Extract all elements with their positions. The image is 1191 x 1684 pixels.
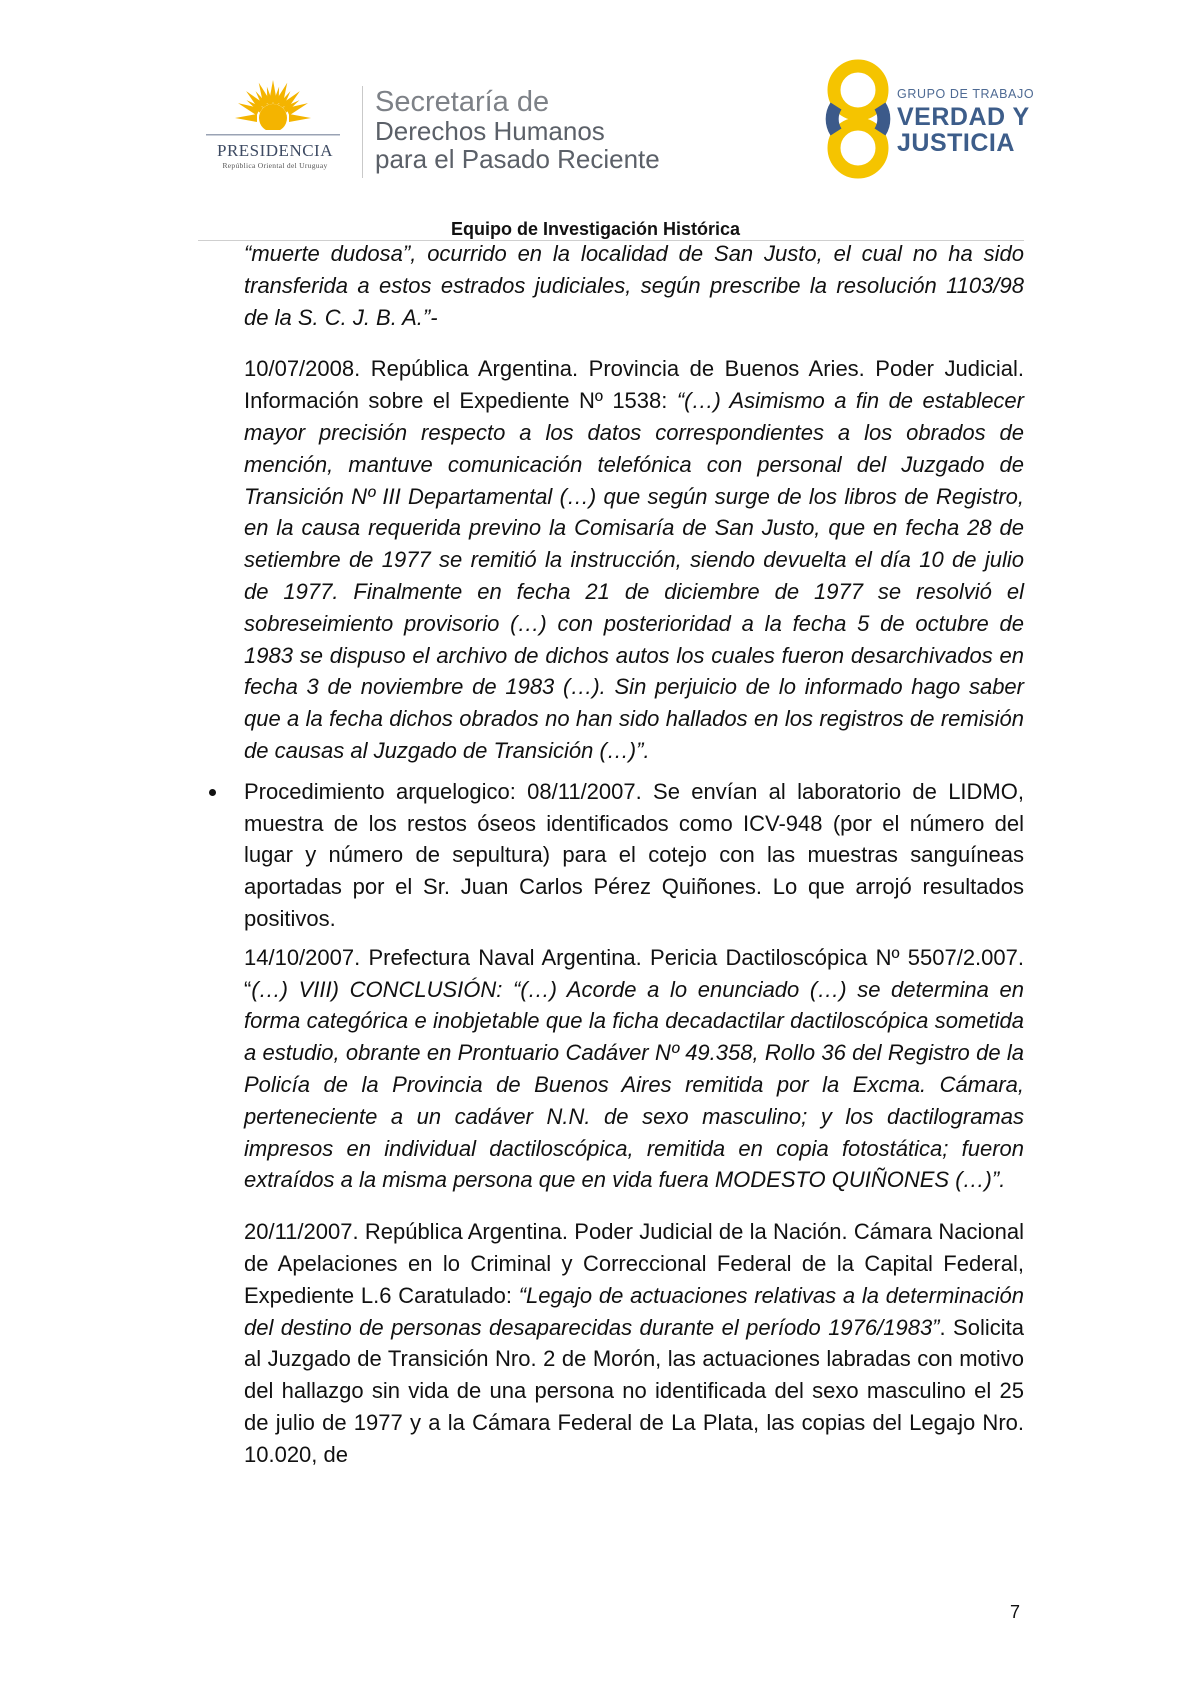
- page-number: 7: [1010, 1602, 1021, 1622]
- secretaria-line3: para el Pasado Reciente: [375, 144, 660, 174]
- page-header: [0, 0, 1191, 240]
- gtvj-line3: JUSTICIA: [897, 129, 1015, 157]
- team-name: Equipo de Investigación Histórica: [450, 219, 741, 239]
- gtvj-line1: GRUPO DE TRABAJO: [897, 87, 1035, 101]
- presidencia-subtitle: República Oriental del Uruguay: [222, 161, 328, 170]
- bullet-item: [244, 776, 1024, 935]
- paragraph-2-quote: “(…) Asimismo a fin de establecer mayor precisión respecto a los datos correspondientes a los obrados de mención, mantuve comunicación telefónica con personal del Juzgado de Transición Nº III Departamental (…) que según surge de los libros de Registro, en la causa requerida previno la Comisaría de San Justo, que en fecha 28 de setiembre de 1977 se remitió la instrucción, siendo devuelta el día 10 de julio de 1977. Finalmente en fecha 21 de diciembre de 1977 se resolvió el sobreseimiento provisorio (…) con posterioridad a la fecha 5 de octubre de 1983 se dispuso el archivo de dichos autos los cuales fueron desarchivados en fecha 3 de noviembre de 1983 (…). Sin perjuicio de lo informado hago saber que a la fecha dichos obrados no han sido hallados en los registros de remisión de causas al Juzgado de Transición (…)”.: [244, 388, 1024, 763]
- paragraph-5-quote: “Legajo de actuaciones relativas a la determinación del destino de personas desaparecidas durante el período 1976/1983”: [244, 1282, 1024, 1340]
- secretaria-line1: Secretaría de: [375, 86, 550, 118]
- secretaria-title: [375, 88, 660, 174]
- secretaria-line2: Derechos Humanos: [375, 116, 605, 146]
- gtvj-line2: VERDAD Y: [897, 103, 1030, 131]
- paragraph-4-lead: 14/10/2007. Prefectura Naval Argentina. Pericia Dactiloscópica Nº 5507/2.007. “: [244, 944, 1024, 1002]
- verdad-justicia-rings-logo-icon: [822, 56, 894, 182]
- paragraph-2: [244, 353, 1024, 766]
- bullet-item-text: Procedimiento arquelogico: 08/11/2007. Se envían al laboratorio de LIDMO, muestra de los restos óseos identificados como ICV-948 (por el número del lugar y número de sepultura) para el cotejo con las muestras sanguíneas aportadas por el Sr. Juan Carlos Pérez Quiñones. Lo que arrojó resultados positivos.: [244, 778, 1024, 931]
- verdad-justicia-title: [897, 87, 1034, 158]
- header-divider: [362, 86, 363, 178]
- paragraph-4: [244, 942, 1024, 1196]
- bullet-dot-icon: [209, 789, 216, 796]
- paragraph-1: [244, 238, 1024, 333]
- paragraph-5-tail: . Solicita al Juzgado de Transición Nro. 2 de Morón, las actuaciones labradas con motivo del hallazgo sin vida de una persona no identificada del sexo masculino el 25 de julio de 1977 y a la Cámara Federal de La Plata, las copias del Legajo Nro. 10.020, de: [244, 1314, 1024, 1467]
- paragraph-1-quote: “muerte dudosa”, ocurrido en la localidad de San Justo, el cual no ha sido transferida a estos estrados judiciales, según prescribe la resolución 1103/98 de la S. C. J. B. A.”-: [244, 241, 1024, 330]
- paragraph-4-quote: (…) VIII) CONCLUSIÓN: “(…) Acorde a lo enunciado (…) se determina en forma categórica e inobjetable que la ficha decadactilar dactiloscópica sometida a estudio, obrante en Prontuario Cadáver Nº 49.358, Rollo 36 del Registro de la Policía de la Provincia de Buenos Aires remitida por la Excma. Cámara, perteneciente a un cadáver N.N. de sexo masculino; y los dactilogramas impresos en individual dactiloscópica, remitida en copia fotostática; fueron extraídos a la misma persona que en vida fuera MODESTO QUIÑONES (…)”.: [244, 976, 1024, 1193]
- presidencia-name: PRESIDENCIA: [216, 141, 333, 160]
- document-body: [244, 238, 1024, 1470]
- paragraph-5-lead: 20/11/2007. República Argentina. Poder Judicial de la Nación. Cámara Nacional de Apelaciones en lo Criminal y Correccional Federal de la Capital Federal, Expediente L.6 Caratulado:: [244, 1219, 1024, 1308]
- paragraph-2-lead: 10/07/2008. República Argentina. Provincia de Buenos Aries. Poder Judicial. Información sobre el Expediente Nº 1538:: [244, 356, 1024, 414]
- paragraph-5: [244, 1216, 1024, 1470]
